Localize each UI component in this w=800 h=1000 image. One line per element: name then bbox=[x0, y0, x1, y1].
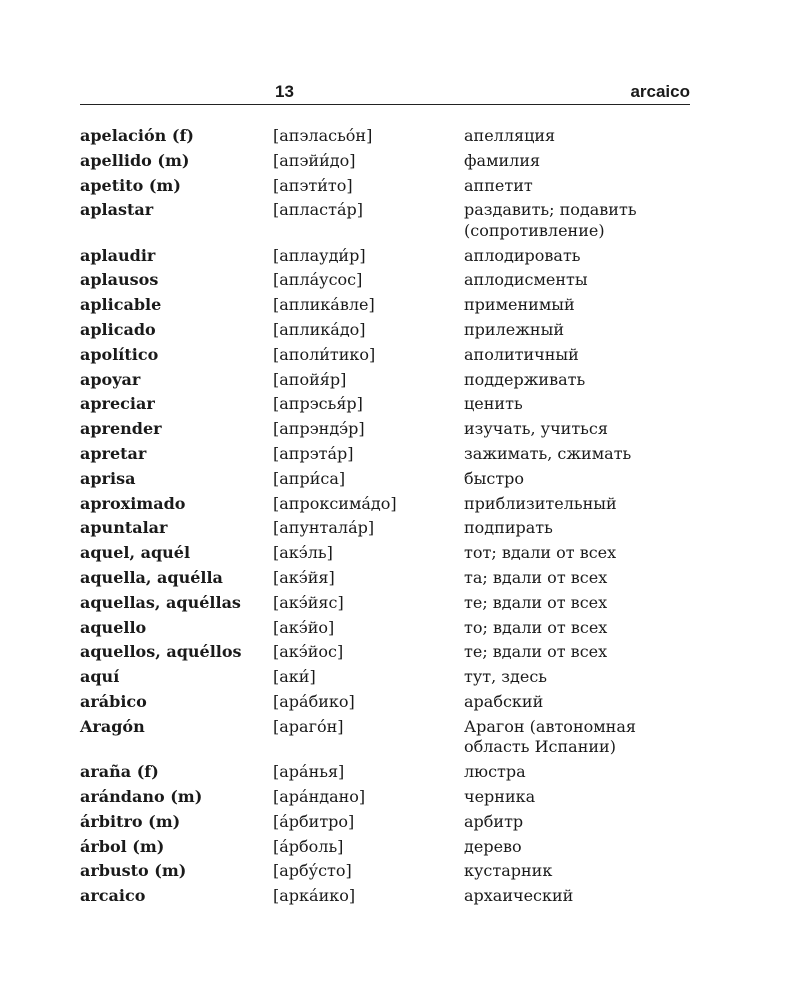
entry-pronunciation: [акэ́йо] bbox=[273, 617, 335, 637]
entry-pronunciation: [аплауди́р] bbox=[273, 245, 366, 265]
entry-translation: арабский bbox=[464, 692, 544, 712]
entry-translation: то; вдали от всех bbox=[464, 617, 608, 637]
dictionary-entry bbox=[80, 812, 700, 833]
entry-pronunciation: [апрэта́р] bbox=[273, 444, 354, 464]
entry-headword: arcaico bbox=[80, 886, 146, 906]
entry-translation: кустарник bbox=[464, 861, 553, 881]
entry-headword: apoyar bbox=[80, 369, 141, 389]
entry-pronunciation: [апласта́р] bbox=[273, 200, 363, 220]
entry-pronunciation: [аплика́до] bbox=[273, 320, 366, 340]
entry-headword: apellido (m) bbox=[80, 150, 190, 170]
entry-pronunciation: [аки́] bbox=[273, 667, 316, 687]
entry-pronunciation: [ара́ндано] bbox=[273, 786, 366, 806]
dictionary-entry bbox=[80, 246, 700, 267]
entry-pronunciation: [арка́ико] bbox=[273, 886, 356, 906]
entry-pronunciation: [апрэсья́р] bbox=[273, 394, 363, 414]
entry-pronunciation: [аполи́тико] bbox=[273, 344, 376, 364]
dictionary-entry bbox=[80, 642, 700, 663]
entry-pronunciation: [апунтала́р] bbox=[273, 518, 375, 538]
entry-pronunciation: [апойя́р] bbox=[273, 369, 347, 389]
entry-translation: арбитр bbox=[464, 811, 524, 831]
dictionary-entry bbox=[80, 444, 700, 465]
entry-translation: изучать, учиться bbox=[464, 419, 608, 439]
dictionary-entry bbox=[80, 568, 700, 589]
entry-headword: aprender bbox=[80, 419, 162, 439]
entry-headword: aplastar bbox=[80, 200, 154, 220]
entry-headword: aquella, aquélla bbox=[80, 568, 223, 588]
entry-headword: aplicable bbox=[80, 295, 162, 315]
dictionary-entry bbox=[80, 837, 700, 858]
entry-headword: aplicado bbox=[80, 320, 156, 340]
dictionary-entry bbox=[80, 543, 700, 564]
dictionary-entry bbox=[80, 176, 700, 197]
entry-translation: поддерживать bbox=[464, 369, 586, 389]
entry-translation: аплодисменты bbox=[464, 270, 588, 290]
dictionary-entry bbox=[80, 593, 700, 614]
entry-pronunciation: [а́рболь] bbox=[273, 836, 344, 856]
entry-headword: apreciar bbox=[80, 394, 155, 414]
entry-translation: люстра bbox=[464, 762, 526, 782]
entry-translation: ценить bbox=[464, 394, 523, 414]
entry-headword: apuntalar bbox=[80, 518, 168, 538]
dictionary-entry bbox=[80, 126, 700, 147]
entry-translation: аппетит bbox=[464, 175, 533, 195]
page-header bbox=[80, 80, 690, 105]
entry-translation: те; вдали от всех bbox=[464, 592, 608, 612]
entry-translation: Арагон (автономная область Испании) bbox=[464, 716, 636, 757]
entry-pronunciation: [а́рбитро] bbox=[273, 811, 355, 831]
entry-headword: apetito (m) bbox=[80, 175, 181, 195]
entry-pronunciation: [аплика́вле] bbox=[273, 295, 375, 315]
entry-pronunciation: [апэйи́до] bbox=[273, 150, 356, 170]
dictionary-entry bbox=[80, 469, 700, 490]
entry-translation: та; вдали от всех bbox=[464, 568, 608, 588]
dictionary-entry bbox=[80, 200, 700, 241]
entry-translation: апелляция bbox=[464, 126, 556, 145]
entry-translation: аполитичный bbox=[464, 344, 579, 364]
entry-pronunciation: [апроксима́до] bbox=[273, 493, 397, 513]
entry-pronunciation: [ара́нья] bbox=[273, 762, 345, 782]
entry-pronunciation: [ара́бико] bbox=[273, 692, 355, 712]
entry-pronunciation: [апэласьо́н] bbox=[273, 126, 373, 145]
entry-pronunciation: [апэти́то] bbox=[273, 175, 353, 195]
entry-headword: árbol (m) bbox=[80, 836, 165, 856]
entry-headword: aquellos, aquéllos bbox=[80, 642, 242, 662]
entry-headword: aplausos bbox=[80, 270, 159, 290]
dictionary-entry bbox=[80, 861, 700, 882]
dictionary-entry bbox=[80, 886, 700, 907]
entry-headword: apelación (f) bbox=[80, 126, 194, 145]
entry-translation: применимый bbox=[464, 295, 575, 315]
page-number: 13 bbox=[275, 82, 294, 101]
dictionary-entry bbox=[80, 518, 700, 539]
entry-translation: прилежный bbox=[464, 320, 564, 340]
entry-headword: aprisa bbox=[80, 468, 136, 488]
entry-headword: apolítico bbox=[80, 344, 159, 364]
entry-headword: aquello bbox=[80, 617, 147, 637]
entry-translation: тот; вдали от всех bbox=[464, 543, 617, 563]
dictionary-entry bbox=[80, 692, 700, 713]
entry-translation: приблизительный bbox=[464, 493, 617, 513]
entry-pronunciation: [апрэндэ́р] bbox=[273, 419, 365, 439]
entry-headword: arbusto (m) bbox=[80, 861, 187, 881]
entry-translation: дерево bbox=[464, 836, 522, 856]
entry-translation: быстро bbox=[464, 468, 525, 488]
entry-pronunciation: [акэ́йос] bbox=[273, 642, 344, 662]
entry-headword: Aragón bbox=[80, 716, 145, 736]
entry-translation: архаический bbox=[464, 886, 574, 906]
entry-headword: araña (f) bbox=[80, 762, 159, 782]
entry-translation: раздавить; подавить (сопротивление) bbox=[464, 200, 637, 240]
entry-headword: arábico bbox=[80, 692, 147, 712]
entry-pronunciation: [акэ́йя] bbox=[273, 568, 335, 588]
dictionary-entry bbox=[80, 419, 700, 440]
entry-translation: зажимать, сжимать bbox=[464, 444, 632, 464]
entry-pronunciation: [араго́н] bbox=[273, 716, 344, 736]
entry-pronunciation: [апри́са] bbox=[273, 468, 346, 488]
dictionary-entry bbox=[80, 345, 700, 366]
dictionary-entries bbox=[80, 126, 700, 911]
dictionary-entry bbox=[80, 295, 700, 316]
entry-translation: подпирать bbox=[464, 518, 553, 538]
entry-pronunciation: [акэ́йяс] bbox=[273, 592, 344, 612]
dictionary-entry bbox=[80, 270, 700, 291]
entry-translation: тут, здесь bbox=[464, 667, 548, 687]
dictionary-entry bbox=[80, 787, 700, 808]
dictionary-entry bbox=[80, 394, 700, 415]
entry-pronunciation: [апла́усос] bbox=[273, 270, 363, 290]
dictionary-entry bbox=[80, 151, 700, 172]
dictionary-entry bbox=[80, 494, 700, 515]
dictionary-entry bbox=[80, 370, 700, 391]
running-head: arcaico bbox=[630, 82, 690, 101]
entry-pronunciation: [акэ́ль] bbox=[273, 543, 333, 563]
entry-headword: aquí bbox=[80, 667, 120, 687]
entry-translation: фамилия bbox=[464, 150, 541, 170]
entry-headword: árbitro (m) bbox=[80, 811, 181, 831]
dictionary-entry bbox=[80, 667, 700, 688]
dictionary-entry bbox=[80, 762, 700, 783]
entry-headword: apretar bbox=[80, 444, 147, 464]
entry-headword: aquel, aquél bbox=[80, 543, 191, 563]
entry-translation: те; вдали от всех bbox=[464, 642, 608, 662]
entry-headword: aplaudir bbox=[80, 245, 156, 265]
entry-translation: аплодировать bbox=[464, 245, 581, 265]
entry-headword: aquellas, aquéllas bbox=[80, 592, 241, 612]
dictionary-entry bbox=[80, 717, 700, 758]
dictionary-entry bbox=[80, 320, 700, 341]
dictionary-entry bbox=[80, 618, 700, 639]
entry-translation: черника bbox=[464, 786, 536, 806]
entry-pronunciation: [арбу́сто] bbox=[273, 861, 352, 881]
entry-headword: arándano (m) bbox=[80, 786, 203, 806]
entry-headword: aproximado bbox=[80, 493, 186, 513]
